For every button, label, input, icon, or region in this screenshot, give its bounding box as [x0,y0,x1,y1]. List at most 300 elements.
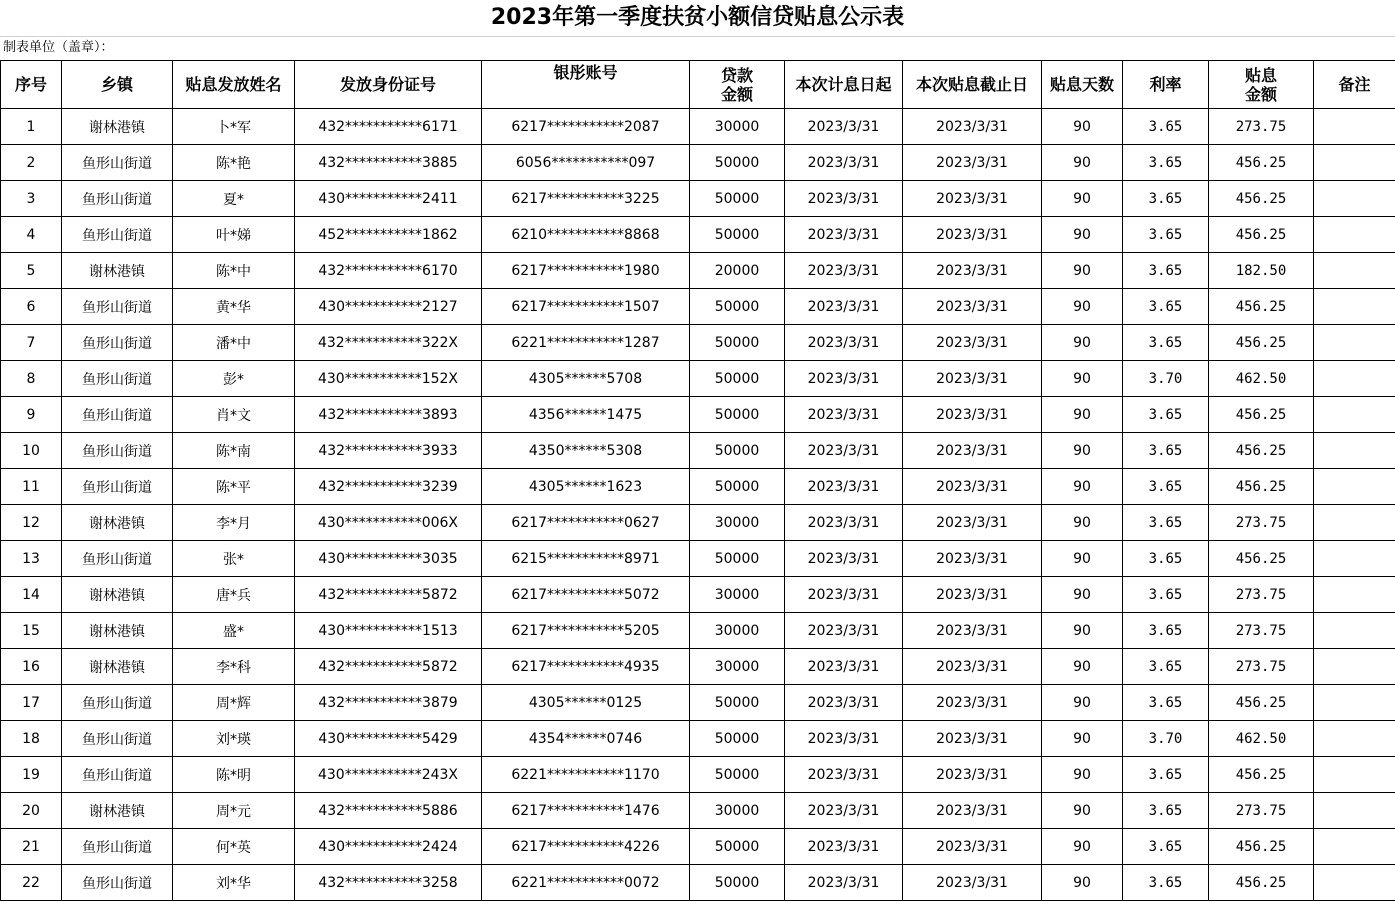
cell-days: 90 [1042,577,1123,613]
header-end: 本次贴息截止日 [903,61,1042,109]
cell-subsidy-amount: 456.25 [1209,865,1314,901]
cell-bank-account: 4305******1623 [482,469,690,505]
cell-town: 鱼形山街道 [62,181,173,217]
cell-id-number: 432***********3893 [295,397,482,433]
cell-start-date: 2023/3/31 [785,577,903,613]
cell-rate: 3.65 [1123,577,1209,613]
header-seq: 序号 [1,61,62,109]
cell-seq: 18 [1,721,62,757]
cell-town: 鱼形山街道 [62,865,173,901]
cell-end-date: 2023/3/31 [903,397,1042,433]
cell-town: 谢林港镇 [62,649,173,685]
cell-end-date: 2023/3/31 [903,217,1042,253]
table-header [1,61,1395,109]
cell-name: 李*科 [173,649,295,685]
table-row [1,865,1395,901]
cell-remark [1314,145,1395,181]
cell-days: 90 [1042,397,1123,433]
cell-name: 刘*瑛 [173,721,295,757]
table-row [1,289,1395,325]
cell-end-date: 2023/3/31 [903,685,1042,721]
cell-subsidy-amount: 456.25 [1209,397,1314,433]
cell-bank-account: 6221***********1287 [482,325,690,361]
cell-name: 周*辉 [173,685,295,721]
cell-seq: 6 [1,289,62,325]
cell-end-date: 2023/3/31 [903,505,1042,541]
cell-loan-amount: 50000 [690,865,785,901]
table-row [1,145,1395,181]
cell-remark [1314,181,1395,217]
table-row [1,613,1395,649]
cell-subsidy-amount: 273.75 [1209,109,1314,145]
cell-rate: 3.65 [1123,469,1209,505]
cell-bank-account: 6215***********8971 [482,541,690,577]
cell-id-number: 430***********1513 [295,613,482,649]
cell-bank-account: 6217***********5072 [482,577,690,613]
cell-town: 鱼形山街道 [62,685,173,721]
cell-name: 张* [173,541,295,577]
cell-days: 90 [1042,253,1123,289]
cell-town: 谢林港镇 [62,577,173,613]
header-name: 贴息发放姓名 [173,61,295,109]
cell-id-number: 430***********243X [295,757,482,793]
cell-remark [1314,757,1395,793]
cell-seq: 4 [1,217,62,253]
table-row [1,325,1395,361]
cell-end-date: 2023/3/31 [903,649,1042,685]
cell-end-date: 2023/3/31 [903,577,1042,613]
cell-bank-account: 4305******0125 [482,685,690,721]
cell-days: 90 [1042,865,1123,901]
cell-end-date: 2023/3/31 [903,829,1042,865]
cell-start-date: 2023/3/31 [785,217,903,253]
cell-id-number: 430***********2411 [295,181,482,217]
cell-loan-amount: 50000 [690,145,785,181]
cell-loan-amount: 50000 [690,181,785,217]
cell-days: 90 [1042,109,1123,145]
table-row [1,181,1395,217]
cell-start-date: 2023/3/31 [785,109,903,145]
cell-bank-account: 4354******0746 [482,721,690,757]
cell-start-date: 2023/3/31 [785,433,903,469]
cell-rate: 3.65 [1123,109,1209,145]
cell-subsidy-amount: 456.25 [1209,541,1314,577]
cell-id-number: 430***********3035 [295,541,482,577]
cell-remark [1314,541,1395,577]
cell-subsidy-amount: 456.25 [1209,145,1314,181]
subsidy-table [0,60,1395,901]
cell-end-date: 2023/3/31 [903,793,1042,829]
header-loan [690,61,785,109]
cell-remark [1314,865,1395,901]
cell-end-date: 2023/3/31 [903,613,1042,649]
cell-loan-amount: 50000 [690,829,785,865]
cell-subsidy-amount: 273.75 [1209,505,1314,541]
cell-subsidy-amount: 456.25 [1209,217,1314,253]
cell-days: 90 [1042,181,1123,217]
cell-name: 潘*中 [173,325,295,361]
table-row [1,253,1395,289]
cell-id-number: 432***********3239 [295,469,482,505]
cell-seq: 1 [1,109,62,145]
cell-end-date: 2023/3/31 [903,541,1042,577]
cell-days: 90 [1042,541,1123,577]
cell-name: 陈*平 [173,469,295,505]
table-row [1,793,1395,829]
cell-bank-account: 4356******1475 [482,397,690,433]
cell-subsidy-amount: 273.75 [1209,613,1314,649]
table-body [1,109,1395,901]
header-amount [1209,61,1314,109]
cell-name: 陈*明 [173,757,295,793]
cell-town: 鱼形山街道 [62,325,173,361]
cell-start-date: 2023/3/31 [785,541,903,577]
cell-id-number: 430***********2424 [295,829,482,865]
cell-town: 鱼形山街道 [62,397,173,433]
cell-end-date: 2023/3/31 [903,109,1042,145]
cell-start-date: 2023/3/31 [785,613,903,649]
cell-start-date: 2023/3/31 [785,505,903,541]
cell-town: 谢林港镇 [62,793,173,829]
cell-subsidy-amount: 456.25 [1209,757,1314,793]
cell-start-date: 2023/3/31 [785,685,903,721]
cell-town: 鱼形山街道 [62,289,173,325]
cell-end-date: 2023/3/31 [903,253,1042,289]
cell-days: 90 [1042,289,1123,325]
cell-days: 90 [1042,721,1123,757]
cell-bank-account: 6210***********8868 [482,217,690,253]
cell-loan-amount: 50000 [690,541,785,577]
cell-seq: 3 [1,181,62,217]
table-row [1,649,1395,685]
cell-days: 90 [1042,505,1123,541]
cell-id-number: 432***********5872 [295,577,482,613]
cell-loan-amount: 30000 [690,109,785,145]
table-row [1,217,1395,253]
cell-rate: 3.65 [1123,181,1209,217]
cell-days: 90 [1042,469,1123,505]
cell-loan-amount: 50000 [690,397,785,433]
header-rate: 利率 [1123,61,1209,109]
cell-rate: 3.65 [1123,757,1209,793]
cell-days: 90 [1042,433,1123,469]
header-loan-line2: 金额 [720,84,753,104]
cell-name: 何*英 [173,829,295,865]
cell-town: 鱼形山街道 [62,757,173,793]
cell-loan-amount: 30000 [690,649,785,685]
cell-days: 90 [1042,613,1123,649]
cell-remark [1314,217,1395,253]
cell-remark [1314,613,1395,649]
unit-label: 制表单位（盖章）： [3,40,114,55]
cell-seq: 2 [1,145,62,181]
cell-start-date: 2023/3/31 [785,469,903,505]
cell-bank-account: 6217***********1507 [482,289,690,325]
cell-start-date: 2023/3/31 [785,289,903,325]
cell-end-date: 2023/3/31 [903,145,1042,181]
cell-remark [1314,433,1395,469]
cell-remark [1314,325,1395,361]
cell-id-number: 432***********322X [295,325,482,361]
cell-loan-amount: 30000 [690,577,785,613]
cell-end-date: 2023/3/31 [903,757,1042,793]
cell-start-date: 2023/3/31 [785,721,903,757]
cell-seq: 14 [1,577,62,613]
cell-loan-amount: 20000 [690,253,785,289]
document-title: 2023年第一季度扶贫小额信贷贴息公示表 [0,0,1395,37]
cell-remark [1314,649,1395,685]
table-row [1,577,1395,613]
header-days: 贴息天数 [1042,61,1123,109]
cell-name: 唐*兵 [173,577,295,613]
cell-town: 鱼形山街道 [62,469,173,505]
cell-subsidy-amount: 273.75 [1209,649,1314,685]
cell-town: 谢林港镇 [62,613,173,649]
cell-id-number: 430***********006X [295,505,482,541]
cell-town: 谢林港镇 [62,109,173,145]
cell-start-date: 2023/3/31 [785,793,903,829]
cell-id-number: 430***********152X [295,361,482,397]
cell-bank-account: 6217***********0627 [482,505,690,541]
cell-id-number: 432***********5872 [295,649,482,685]
cell-rate: 3.65 [1123,865,1209,901]
cell-start-date: 2023/3/31 [785,253,903,289]
cell-bank-account: 6221***********0072 [482,865,690,901]
cell-remark [1314,361,1395,397]
cell-loan-amount: 50000 [690,721,785,757]
cell-start-date: 2023/3/31 [785,757,903,793]
cell-bank-account: 6221***********1170 [482,757,690,793]
cell-name: 陈*中 [173,253,295,289]
cell-remark [1314,397,1395,433]
cell-subsidy-amount: 456.25 [1209,181,1314,217]
cell-loan-amount: 50000 [690,685,785,721]
cell-remark [1314,829,1395,865]
cell-rate: 3.65 [1123,793,1209,829]
cell-end-date: 2023/3/31 [903,469,1042,505]
cell-seq: 8 [1,361,62,397]
cell-subsidy-amount: 273.75 [1209,793,1314,829]
cell-remark [1314,289,1395,325]
cell-bank-account: 4305******5708 [482,361,690,397]
cell-seq: 12 [1,505,62,541]
header-start: 本次计息日起 [785,61,903,109]
cell-id-number: 432***********6170 [295,253,482,289]
cell-bank-account: 6217***********4935 [482,649,690,685]
cell-subsidy-amount: 462.50 [1209,361,1314,397]
cell-id-number: 432***********5886 [295,793,482,829]
cell-name: 周*元 [173,793,295,829]
table-row [1,721,1395,757]
cell-rate: 3.65 [1123,613,1209,649]
cell-remark [1314,577,1395,613]
cell-subsidy-amount: 456.25 [1209,829,1314,865]
cell-town: 鱼形山街道 [62,145,173,181]
cell-loan-amount: 30000 [690,613,785,649]
cell-seq: 22 [1,865,62,901]
cell-seq: 15 [1,613,62,649]
cell-days: 90 [1042,145,1123,181]
cell-seq: 13 [1,541,62,577]
cell-rate: 3.65 [1123,541,1209,577]
cell-days: 90 [1042,793,1123,829]
cell-loan-amount: 50000 [690,325,785,361]
table-row [1,109,1395,145]
cell-subsidy-amount: 273.75 [1209,577,1314,613]
cell-id-number: 432***********3879 [295,685,482,721]
cell-subsidy-amount: 456.25 [1209,685,1314,721]
cell-seq: 9 [1,397,62,433]
cell-rate: 3.65 [1123,505,1209,541]
cell-subsidy-amount: 456.25 [1209,469,1314,505]
cell-rate: 3.65 [1123,325,1209,361]
cell-seq: 5 [1,253,62,289]
cell-town: 鱼形山街道 [62,721,173,757]
cell-loan-amount: 50000 [690,289,785,325]
cell-town: 鱼形山街道 [62,541,173,577]
cell-name: 夏* [173,181,295,217]
table-row [1,469,1395,505]
cell-bank-account: 6217***********5205 [482,613,690,649]
cell-remark [1314,721,1395,757]
cell-seq: 16 [1,649,62,685]
cell-rate: 3.65 [1123,217,1209,253]
cell-remark [1314,469,1395,505]
cell-id-number: 432***********6171 [295,109,482,145]
cell-bank-account: 6217***********1980 [482,253,690,289]
cell-id-number: 430***********5429 [295,721,482,757]
cell-name: 盛* [173,613,295,649]
cell-remark [1314,505,1395,541]
table-row [1,397,1395,433]
cell-name: 卜*军 [173,109,295,145]
cell-bank-account: 6217***********2087 [482,109,690,145]
header-amount-line1: 贴息 [1244,65,1277,85]
cell-loan-amount: 50000 [690,469,785,505]
cell-rate: 3.65 [1123,685,1209,721]
cell-days: 90 [1042,325,1123,361]
cell-town: 鱼形山街道 [62,361,173,397]
cell-end-date: 2023/3/31 [903,721,1042,757]
table-row [1,757,1395,793]
cell-remark [1314,685,1395,721]
cell-seq: 17 [1,685,62,721]
cell-seq: 7 [1,325,62,361]
cell-seq: 20 [1,793,62,829]
cell-name: 陈*南 [173,433,295,469]
cell-id-number: 432***********3885 [295,145,482,181]
cell-seq: 11 [1,469,62,505]
cell-name: 黄*华 [173,289,295,325]
cell-name: 肖*文 [173,397,295,433]
header-row [1,61,1395,109]
cell-days: 90 [1042,685,1123,721]
cell-rate: 3.65 [1123,829,1209,865]
cell-subsidy-amount: 182.50 [1209,253,1314,289]
cell-end-date: 2023/3/31 [903,433,1042,469]
cell-end-date: 2023/3/31 [903,361,1042,397]
cell-days: 90 [1042,361,1123,397]
cell-id-number: 430***********2127 [295,289,482,325]
cell-town: 鱼形山街道 [62,433,173,469]
cell-rate: 3.70 [1123,361,1209,397]
table-row [1,541,1395,577]
cell-days: 90 [1042,217,1123,253]
cell-subsidy-amount: 456.25 [1209,289,1314,325]
cell-id-number: 432***********3258 [295,865,482,901]
cell-loan-amount: 50000 [690,361,785,397]
cell-seq: 19 [1,757,62,793]
cell-loan-amount: 30000 [690,793,785,829]
cell-name: 叶*娣 [173,217,295,253]
cell-remark [1314,109,1395,145]
cell-rate: 3.65 [1123,145,1209,181]
cell-id-number: 452***********1862 [295,217,482,253]
cell-name: 刘*华 [173,865,295,901]
cell-town: 谢林港镇 [62,253,173,289]
cell-loan-amount: 30000 [690,505,785,541]
table-row [1,829,1395,865]
cell-end-date: 2023/3/31 [903,289,1042,325]
cell-subsidy-amount: 462.50 [1209,721,1314,757]
cell-start-date: 2023/3/31 [785,145,903,181]
cell-bank-account: 6056***********097 [482,145,690,181]
table-row [1,505,1395,541]
cell-rate: 3.65 [1123,649,1209,685]
table-row [1,685,1395,721]
header-town: 乡镇 [62,61,173,109]
cell-remark [1314,253,1395,289]
cell-subsidy-amount: 456.25 [1209,433,1314,469]
cell-seq: 21 [1,829,62,865]
cell-town: 谢林港镇 [62,505,173,541]
cell-loan-amount: 50000 [690,217,785,253]
cell-end-date: 2023/3/31 [903,325,1042,361]
cell-start-date: 2023/3/31 [785,865,903,901]
cell-start-date: 2023/3/31 [785,181,903,217]
cell-start-date: 2023/3/31 [785,649,903,685]
cell-bank-account: 4350******5308 [482,433,690,469]
cell-name: 陈*艳 [173,145,295,181]
cell-bank-account: 6217***********4226 [482,829,690,865]
cell-name: 彭* [173,361,295,397]
cell-town: 鱼形山街道 [62,829,173,865]
cell-days: 90 [1042,757,1123,793]
header-amount-line2: 金额 [1244,84,1277,104]
cell-loan-amount: 50000 [690,433,785,469]
cell-subsidy-amount: 456.25 [1209,325,1314,361]
cell-start-date: 2023/3/31 [785,397,903,433]
cell-seq: 10 [1,433,62,469]
header-id: 发放身份证号 [295,61,482,109]
cell-loan-amount: 50000 [690,757,785,793]
cell-remark [1314,793,1395,829]
table-row [1,433,1395,469]
cell-name: 李*月 [173,505,295,541]
cell-rate: 3.65 [1123,397,1209,433]
header-loan-line1: 贷款 [720,65,753,85]
cell-end-date: 2023/3/31 [903,865,1042,901]
cell-rate: 3.65 [1123,433,1209,469]
cell-bank-account: 6217***********1476 [482,793,690,829]
header-remark: 备注 [1314,61,1395,109]
header-account: 银彤账号 [482,61,690,109]
cell-start-date: 2023/3/31 [785,829,903,865]
cell-town: 鱼形山街道 [62,217,173,253]
cell-bank-account: 6217***********3225 [482,181,690,217]
cell-days: 90 [1042,649,1123,685]
cell-start-date: 2023/3/31 [785,361,903,397]
